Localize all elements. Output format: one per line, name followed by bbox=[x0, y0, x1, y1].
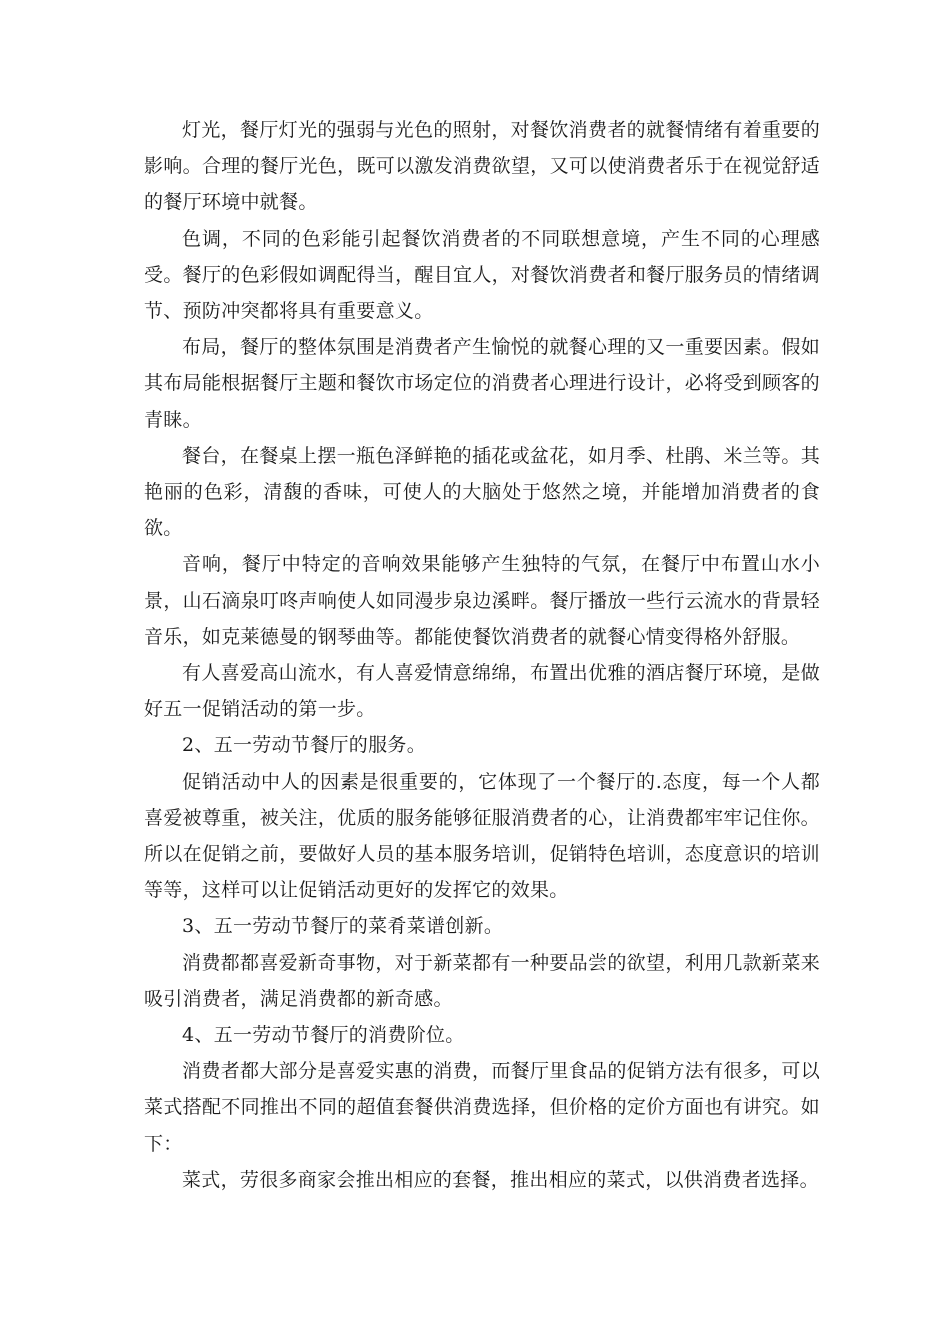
paragraph-dishes: 菜式，劳很多商家会推出相应的套餐，推出相应的菜式，以供消费者选择。 bbox=[182, 1168, 819, 1191]
section-heading-pricing: 4、五一劳动节餐厅的消费阶位。 bbox=[182, 1024, 465, 1047]
document-body bbox=[144, 112, 820, 1198]
paragraph-environment-summary: 有人喜爱高山流水，有人喜爱情意绵绵，布置出优雅的酒店餐厅环境，是做好五一促销活动的第一步。 bbox=[144, 662, 820, 721]
paragraph-color-tone: 色调，不同的色彩能引起餐饮消费者的不同联想意境，产生不同的心理感受。餐厅的色彩假如调配得当，醒目宜人，对餐饮消费者和餐厅服务员的情绪调节、预防冲突都将具有重要意义。 bbox=[144, 227, 820, 323]
paragraph-lighting: 灯光，餐厅灯光的强弱与光色的照射，对餐饮消费者的就餐情绪有着重要的影响。合理的餐厅光色，既可以激发消费欲望，又可以使消费者乐于在视觉舒适的餐厅环境中就餐。 bbox=[144, 119, 820, 214]
paragraph-table-decor: 餐台，在餐桌上摆一瓶色泽鲜艳的插花或盆花，如月季、杜鹃、米兰等。其艳丽的色彩，清馥的香味，可使人的大脑处于悠然之境，并能增加消费者的食欲。 bbox=[144, 444, 820, 540]
paragraph-pricing: 消费者都大部分是喜爱实惠的消费，而餐厅里食品的促销方法有很多，可以菜式搭配不同推出不同的超值套餐供消费选择，但价格的定价方面也有讲究。如下： bbox=[144, 1060, 820, 1155]
paragraph-service: 促销活动中人的因素是很重要的，它体现了一个餐厅的.态度，每一个人都喜爱被尊重，被关注，优质的服务能够征服消费者的心，让消费都牢牢记住你。所以在促销之前，要做好人员的基本服务培训，促销特色培训，态度意识的培训等等，这样可以让促销活动更好的发挥它的效果。 bbox=[144, 770, 820, 902]
paragraph-audio: 音响，餐厅中特定的音响效果能够产生独特的气氛，在餐厅中布置山水小景，山石滴泉叮咚声响使人如同漫步泉边溪畔。餐厅播放一些行云流水的背景轻音乐，如克莱德曼的钢琴曲等。都能使餐饮消费者的就餐心情变得格外舒服。 bbox=[144, 553, 820, 648]
paragraph-layout: 布局，餐厅的整体氛围是消费者产生愉悦的就餐心理的又一重要因素。假如其布局能根据餐厅主题和餐饮市场定位的消费者心理进行设计，必将受到顾客的青睐。 bbox=[144, 336, 820, 431]
section-heading-service: 2、五一劳动节餐厅的服务。 bbox=[182, 734, 426, 757]
section-heading-menu: 3、五一劳动节餐厅的菜肴菜谱创新。 bbox=[182, 915, 504, 938]
paragraph-menu: 消费都都喜爱新奇事物，对于新菜都有一种要品尝的欲望，利用几款新菜来吸引消费者，满足消费都的新奇感。 bbox=[144, 951, 820, 1010]
